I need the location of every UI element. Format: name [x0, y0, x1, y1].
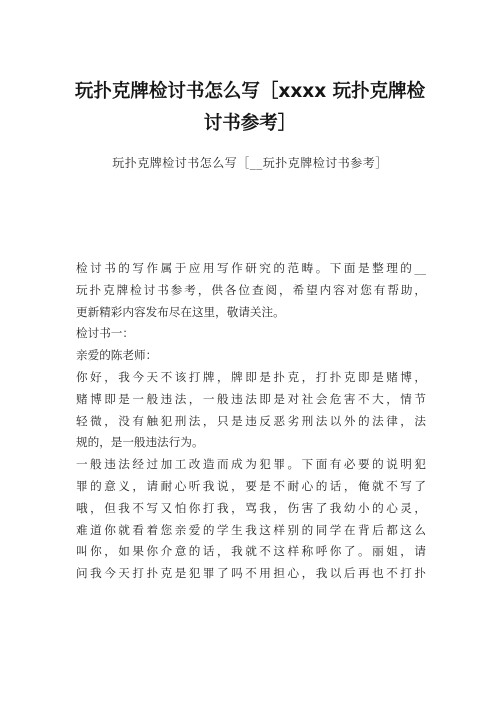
- body-line: 哦，但我不写又怕你打我，骂我，伤害了我幼小的心灵，: [76, 500, 426, 515]
- body-line: 你好，我今天不该打牌，牌即是扑克，打扑克即是赌博，: [76, 369, 426, 384]
- document-title-line: 玩扑克牌检讨书怎么写［xxxx 玩扑克牌检: [74, 81, 426, 102]
- body-line: 规的，是一般违法行为。: [76, 435, 204, 450]
- document-title-line: 讨书参考］: [203, 113, 297, 134]
- body-line: 更新精彩内容发布尽在这里，敬请关注。: [76, 304, 285, 319]
- salutation: 亲爱的陈老师：: [76, 348, 158, 363]
- body-line: 难道你就看着您亲爱的学生我这样别的同学在背后都这么: [76, 522, 426, 537]
- body-line: 一般违法经过加工改造而成为犯罪。下面有必要的说明犯: [76, 457, 426, 472]
- body-line: 罪的意义，请耐心听我说，要是不耐心的话，俺就不写了: [76, 478, 426, 493]
- section-heading: 检讨书一：: [76, 326, 134, 341]
- body-line: 叫你，如果你介意的话，我就不这样称呼你了。丽姐，请: [76, 544, 426, 559]
- body-line: 赌博即是一般违法，一般违法即是对社会危害不大，情节: [76, 391, 426, 406]
- body-line: 问我今天打扑克是犯罪了吗不用担心，我以后再也不打扑: [76, 566, 426, 581]
- document-subtitle: 玩扑克牌检讨书怎么写［__玩扑克牌检讨书参考］: [112, 156, 388, 170]
- body-line: 轻微，没有触犯刑法，只是违反恶劣刑法以外的法律，法: [76, 413, 426, 428]
- document-title: [60, 76, 440, 140]
- body-line: 检讨书的写作属于应用写作研究的范畴。下面是整理的__: [76, 261, 426, 275]
- document-body: [76, 258, 426, 585]
- body-line: 玩扑克牌检讨书参考，供各位查阅，希望内容对您有帮助，: [76, 282, 426, 297]
